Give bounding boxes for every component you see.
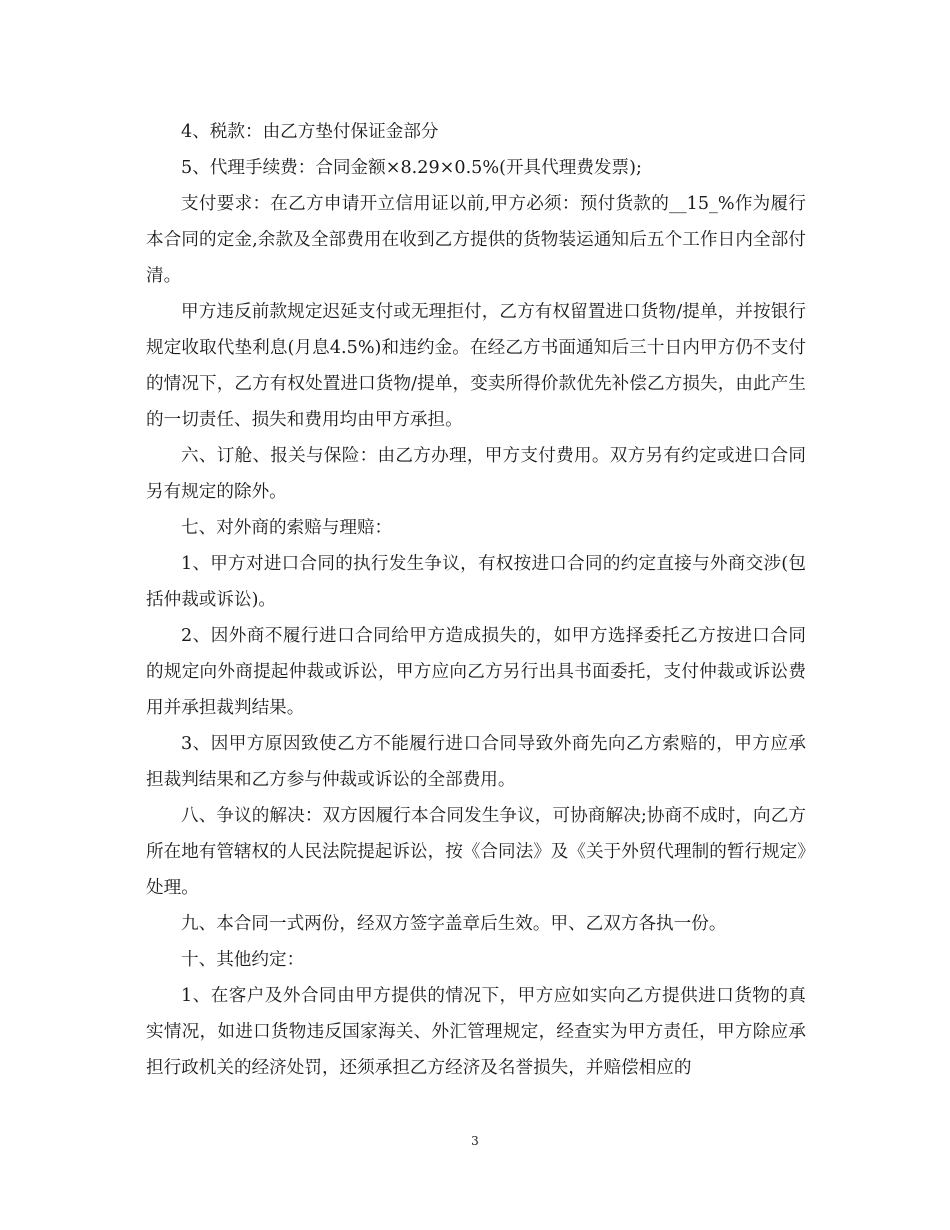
paragraph-copies: 九、本合同一式两份，经双方签字盖章后生效。甲、乙双方各执一份。	[181, 914, 727, 934]
paragraph-claims-item-2: 2、因外商不履行进口合同给甲方造成损失的，如甲方选择委托乙方按进口合同的规定向外商提起仲裁或诉讼，甲方应向乙方另行出具书面委托，支付仲裁或诉讼费用并承担裁判结果。	[146, 626, 806, 718]
paragraph-other-terms-heading: 十、其他约定：	[181, 950, 305, 970]
paragraph-tax: 4、税款：由乙方垫付保证金部分	[181, 122, 439, 142]
paragraph-payment-requirement: 支付要求：在乙方申请开立信用证以前,甲方必须：预付货款的__15_%作为履行本合同的定金,余款及全部费用在收到乙方提供的货物装运通知后五个工作日内全部付清。	[146, 194, 806, 286]
paragraph-dispute-resolution: 八、争议的解决：双方因履行本合同发生争议，可协商解决;协商不成时，向乙方所在地有管辖权的人民法院提起诉讼，按《合同法》及《关于外贸代理制的暂行规定》处理。	[146, 806, 806, 898]
page-number: 3	[471, 1134, 479, 1148]
paragraph-late-payment: 甲方违反前款规定迟延支付或无理拒付，乙方有权留置进口货物/提单，并按银行规定收取代垫利息(月息4.5%)和违约金。在经乙方书面通知后三十日内甲方仍不支付的情况下，乙方有权处置进口货物/提单，变卖所得价款优先补偿乙方损失，由此产生的一切责任、损失和费用均由甲方承担。	[146, 302, 806, 430]
paragraph-other-terms-item-1: 1、在客户及外合同由甲方提供的情况下，甲方应如实向乙方提供进口货物的真实情况，如进口货物违反国家海关、外汇管理规定，经查实为甲方责任，甲方除应承担行政机关的经济处罚，还须承担乙方经济及名誉损失，并赔偿相应的	[146, 986, 806, 1078]
paragraph-booking-customs-insurance: 六、订舱、报关与保险：由乙方办理，甲方支付费用。双方另有约定或进口合同另有规定的除外。	[146, 446, 806, 502]
paragraph-claims-item-1: 1、甲方对进口合同的执行发生争议，有权按进口合同的约定直接与外商交涉(包括仲裁或诉讼)。	[146, 554, 806, 610]
paragraph-agency-fee: 5、代理手续费：合同金额×8.29×0.5%(开具代理费发票);	[181, 158, 642, 178]
paragraph-claims-item-3: 3、因甲方原因致使乙方不能履行进口合同导致外商先向乙方索赔的，甲方应承担裁判结果和乙方参与仲裁或诉讼的全部费用。	[146, 734, 806, 790]
document-body	[146, 114, 806, 1086]
paragraph-claims-heading: 七、对外商的索赔与理赔：	[181, 518, 393, 538]
